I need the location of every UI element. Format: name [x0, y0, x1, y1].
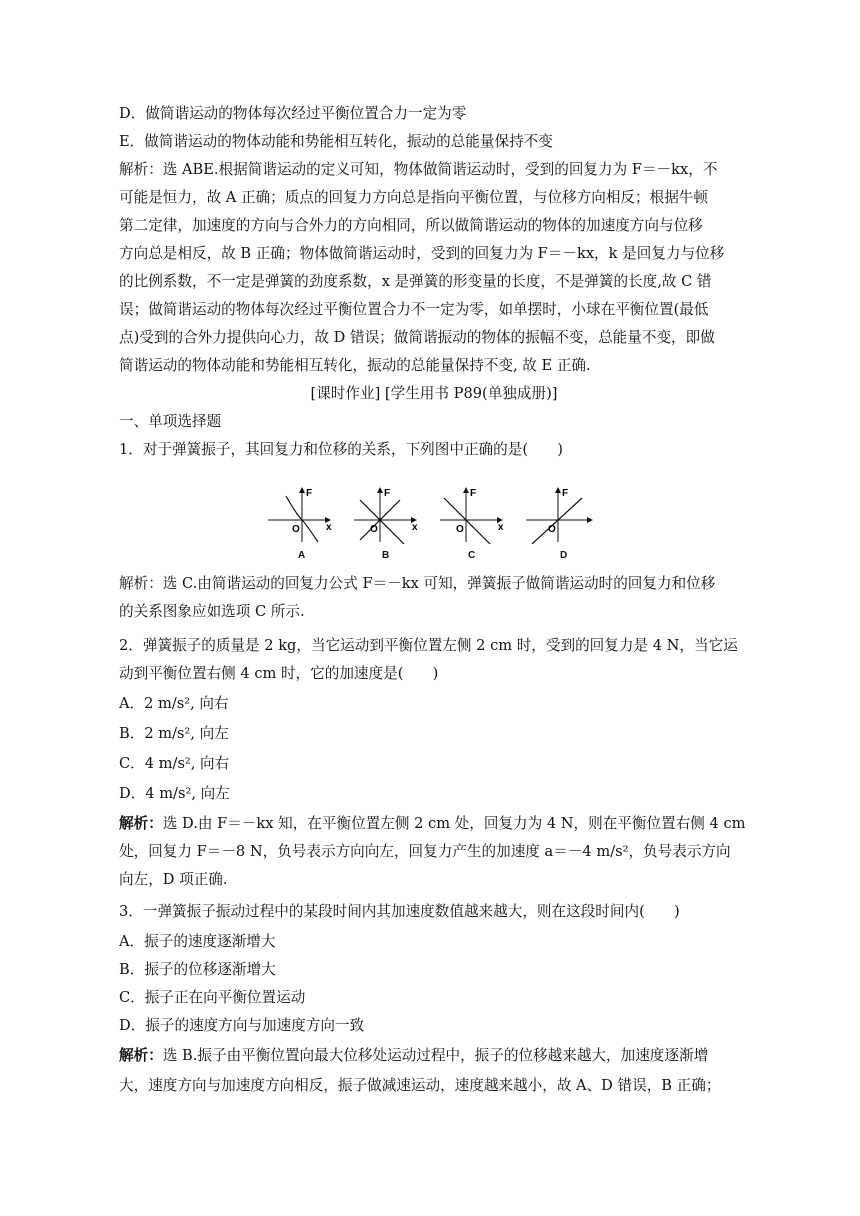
q1-analysis-line-1: 解析：选 C.由简谐运动的回复力公式 F＝－kx 可知，弹簧振子做简谐运动时的回复力和位移: [119, 575, 716, 592]
graph-c: [440, 488, 504, 544]
q3-option-a: A．振子的速度逐渐增大: [119, 933, 276, 950]
q2-option-c: C．4 m/s², 向右: [119, 755, 230, 772]
y-axis-label: F: [562, 488, 569, 499]
q2-analysis-line-3: 向左，D 项正确.: [119, 871, 228, 888]
analysis-line-6: 误；做简谐运动的物体每次经过平衡位置合力不一定为零，如单摆时，小球在平衡位置(最低: [119, 301, 709, 318]
graph-b: [354, 488, 418, 544]
section-title: 一、单项选择题: [119, 413, 222, 430]
panel-labels: [0, 550, 860, 566]
fx-graphs-figure: [262, 484, 602, 544]
analysis-line-4: 方向总是相反，故 B 正确；物体做简谐运动时，受到的回复力为 F＝－kx，k 是回复力与位移: [119, 245, 725, 262]
panel-label-d: D: [560, 550, 568, 561]
x-axis-label: x: [498, 522, 504, 533]
analysis-line-8: 简谐运动的物体动能和势能相互转化，振动的总能量保持不变, 故 E 正确.: [119, 357, 591, 374]
section-heading: [课时作业] [学生用书 P89(单独成册)]: [310, 385, 558, 402]
graph-d: [526, 488, 592, 544]
analysis-line-7: 点)受到的合外力提供向心力，故 D 错误；做简谐振动的物体的振幅不变，总能量不变，即做: [119, 329, 715, 346]
option-d-line: D．做简谐运动的物体每次经过平衡位置合力一定为零: [119, 105, 467, 122]
origin-label: O: [548, 524, 556, 535]
question-2-line-1: 2．弹簧振子的质量是 2 kg，当它运动到平衡位置左侧 2 cm 时，受到的回复力是 4 N，当它运: [119, 637, 738, 654]
q3-analysis-text: 选 B.振子由平衡位置向最大位移处运动过程中，振子的位移越来越大，加速度逐渐增: [162, 1047, 709, 1064]
analysis-line-2: 可能是恒力，故 A 正确；质点的回复力方向总是指向平衡位置，与位移方向相反；根据牛顿: [119, 189, 708, 206]
analysis-prefix: 解析：: [119, 815, 163, 832]
origin-label: O: [456, 524, 464, 535]
graph-a: [268, 488, 332, 542]
origin-label: O: [370, 524, 378, 535]
x-axis-label: x: [326, 522, 332, 533]
question-3: 3．一弹簧振子振动过程中的某段时间内其加速度数值越来越大，则在这段时间内( ): [119, 903, 680, 920]
panel-label-a: A: [298, 550, 306, 561]
q2-analysis-text: 选 D.由 F＝－kx 知，在平衡位置左侧 2 cm 处，回复力为 4 N，则在平衡位置右侧 4 cm: [162, 815, 746, 832]
x-axis-label: x: [412, 522, 418, 533]
y-axis-label: F: [384, 488, 391, 499]
q3-analysis-line-1: [119, 1046, 749, 1066]
option-e-line: E．做简谐运动的物体动能和势能相互转化，振动的总能量保持不变: [119, 133, 553, 150]
q2-analysis-line-1: [119, 814, 749, 834]
analysis-line-3: 第二定律，加速度的方向与合外力的方向相同，所以做简谐运动的物体的加速度方向与位移: [119, 217, 703, 234]
q2-option-d: D．4 m/s², 向左: [119, 785, 230, 802]
q2-option-a: A．2 m/s², 向右: [119, 695, 229, 712]
panel-label-b: B: [382, 550, 390, 561]
panel-label-c: C: [468, 550, 476, 561]
question-2-line-2: 动到平衡位置右侧 4 cm 时，它的加速度是( ): [119, 665, 439, 682]
q2-option-b: B．2 m/s², 向左: [119, 725, 229, 742]
q3-option-c: C．振子正在向平衡位置运动: [119, 989, 306, 1006]
analysis-prefix: 解析：: [119, 1047, 163, 1064]
y-axis-label: F: [306, 488, 313, 499]
q3-option-d: D．振子的速度方向与加速度方向一致: [119, 1017, 365, 1034]
q3-option-b: B．振子的位移逐渐增大: [119, 961, 276, 978]
analysis-line-1: 解析：选 ABE.根据简谐运动的定义可知，物体做简谐运动时，受到的回复力为 F＝－kx，不: [119, 161, 718, 178]
y-axis-label: F: [470, 488, 477, 499]
origin-label: O: [292, 524, 300, 535]
question-1: 1．对于弹簧振子，其回复力和位移的关系，下列图中正确的是( ): [119, 441, 563, 458]
q1-analysis-line-2: 的关系图象应如选项 C 所示.: [119, 603, 305, 620]
q2-analysis-line-2: 处，回复力 F＝－8 N，负号表示方向向左，回复力产生的加速度 a＝－4 m/s²，负号表示方向: [119, 843, 731, 860]
q3-analysis-line-2: 大，速度方向与加速度方向相反，振子做减速运动，速度越来越小，故 A、D 错误，B 正确；: [119, 1077, 721, 1094]
analysis-line-5: 的比例系数，不一定是弹簧的劲度系数，x 是弹簧的形变量的长度，不是弹簧的长度,故 C 错: [119, 273, 712, 290]
